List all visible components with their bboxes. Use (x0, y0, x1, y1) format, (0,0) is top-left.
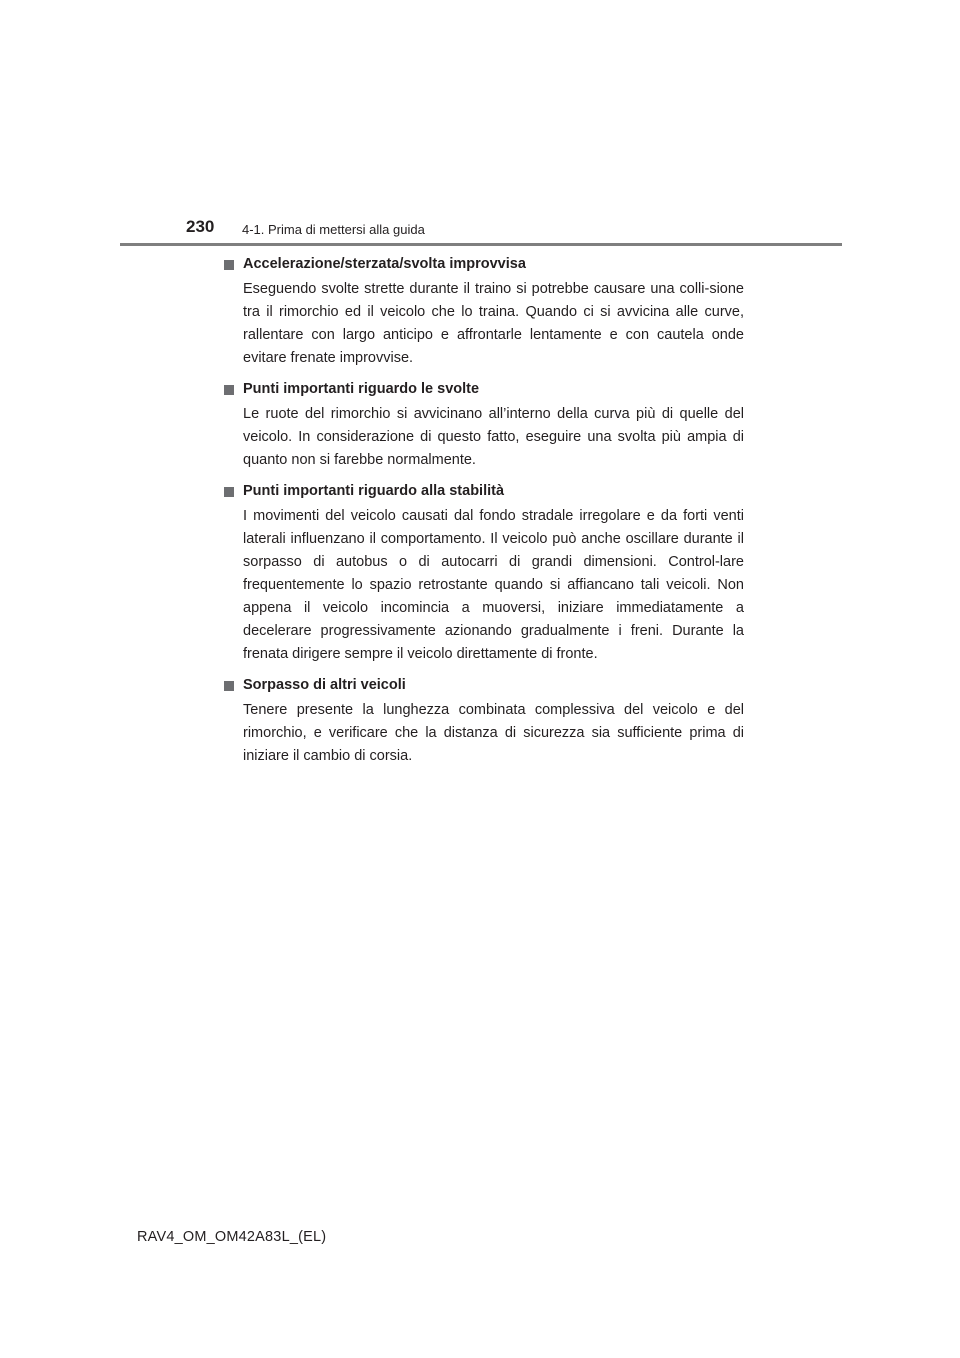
topic-heading (224, 378, 744, 401)
topic-heading (224, 480, 744, 503)
topic-body: Le ruote del rimorchio si avvicinano all’interno della curva più di quelle del veicolo. In considerazione di questo fatto, eseguire una svolta più ampia di quanto non si farebbe normalmente. (243, 406, 744, 468)
square-bullet-icon (224, 487, 234, 497)
topic-heading (224, 253, 744, 276)
topic-heading-text: Punti importanti riguardo le svolte (243, 381, 480, 397)
document-id: RAV4_OM_OM42A83L_(EL) (137, 1229, 327, 1245)
page-number: 230 (186, 217, 215, 236)
topic-stability (224, 480, 744, 672)
topic-body: I movimenti del veicolo causati dal fondo stradale irregolare e da forti venti laterali influenzano il comportamento. Il veicolo può anche oscillare durante il sorpasso di autobus o di autocarri di grandi dimensioni. Control-lare frequentemente lo spazio retrostante quando si affiancano tali veicoli. Non appena il veicolo incomincia a muoversi, iniziare immediatamente a decelerare progressivamente azionando gradualmente i freni. Durante la frenata dirigere sempre il veicolo direttamente di fronte. (243, 508, 744, 662)
square-bullet-icon (224, 260, 234, 270)
page-content (224, 253, 744, 776)
header-divider (120, 243, 842, 246)
square-bullet-icon (224, 681, 234, 691)
topic-heading (224, 674, 744, 697)
square-bullet-icon (224, 385, 234, 395)
section-title: 4-1. Prima di mettersi alla guida (242, 222, 425, 237)
topic-heading-text: Punti importanti riguardo alla stabilità (243, 483, 505, 499)
topic-sudden-maneuvers (224, 253, 744, 376)
topic-body: Tenere presente la lunghezza combinata complessiva del veicolo e del rimorchio, e verificare che la distanza di sicurezza sia sufficiente prima di iniziare il cambio di corsia. (243, 702, 744, 764)
topic-overtaking (224, 674, 744, 774)
topic-heading-text: Accelerazione/sterzata/svolta improvvisa (243, 256, 526, 272)
topic-heading-text: Sorpasso di altri veicoli (243, 677, 406, 693)
topic-body: Eseguendo svolte strette durante il traino si potrebbe causare una colli-sione tra il rimorchio ed il veicolo che lo traina. Quando ci si avvicina alle curve, rallentare con largo anticipo e affrontarle lentamente e con cautela onde evitare frenate improvvise. (243, 281, 744, 366)
topic-turning (224, 378, 744, 478)
